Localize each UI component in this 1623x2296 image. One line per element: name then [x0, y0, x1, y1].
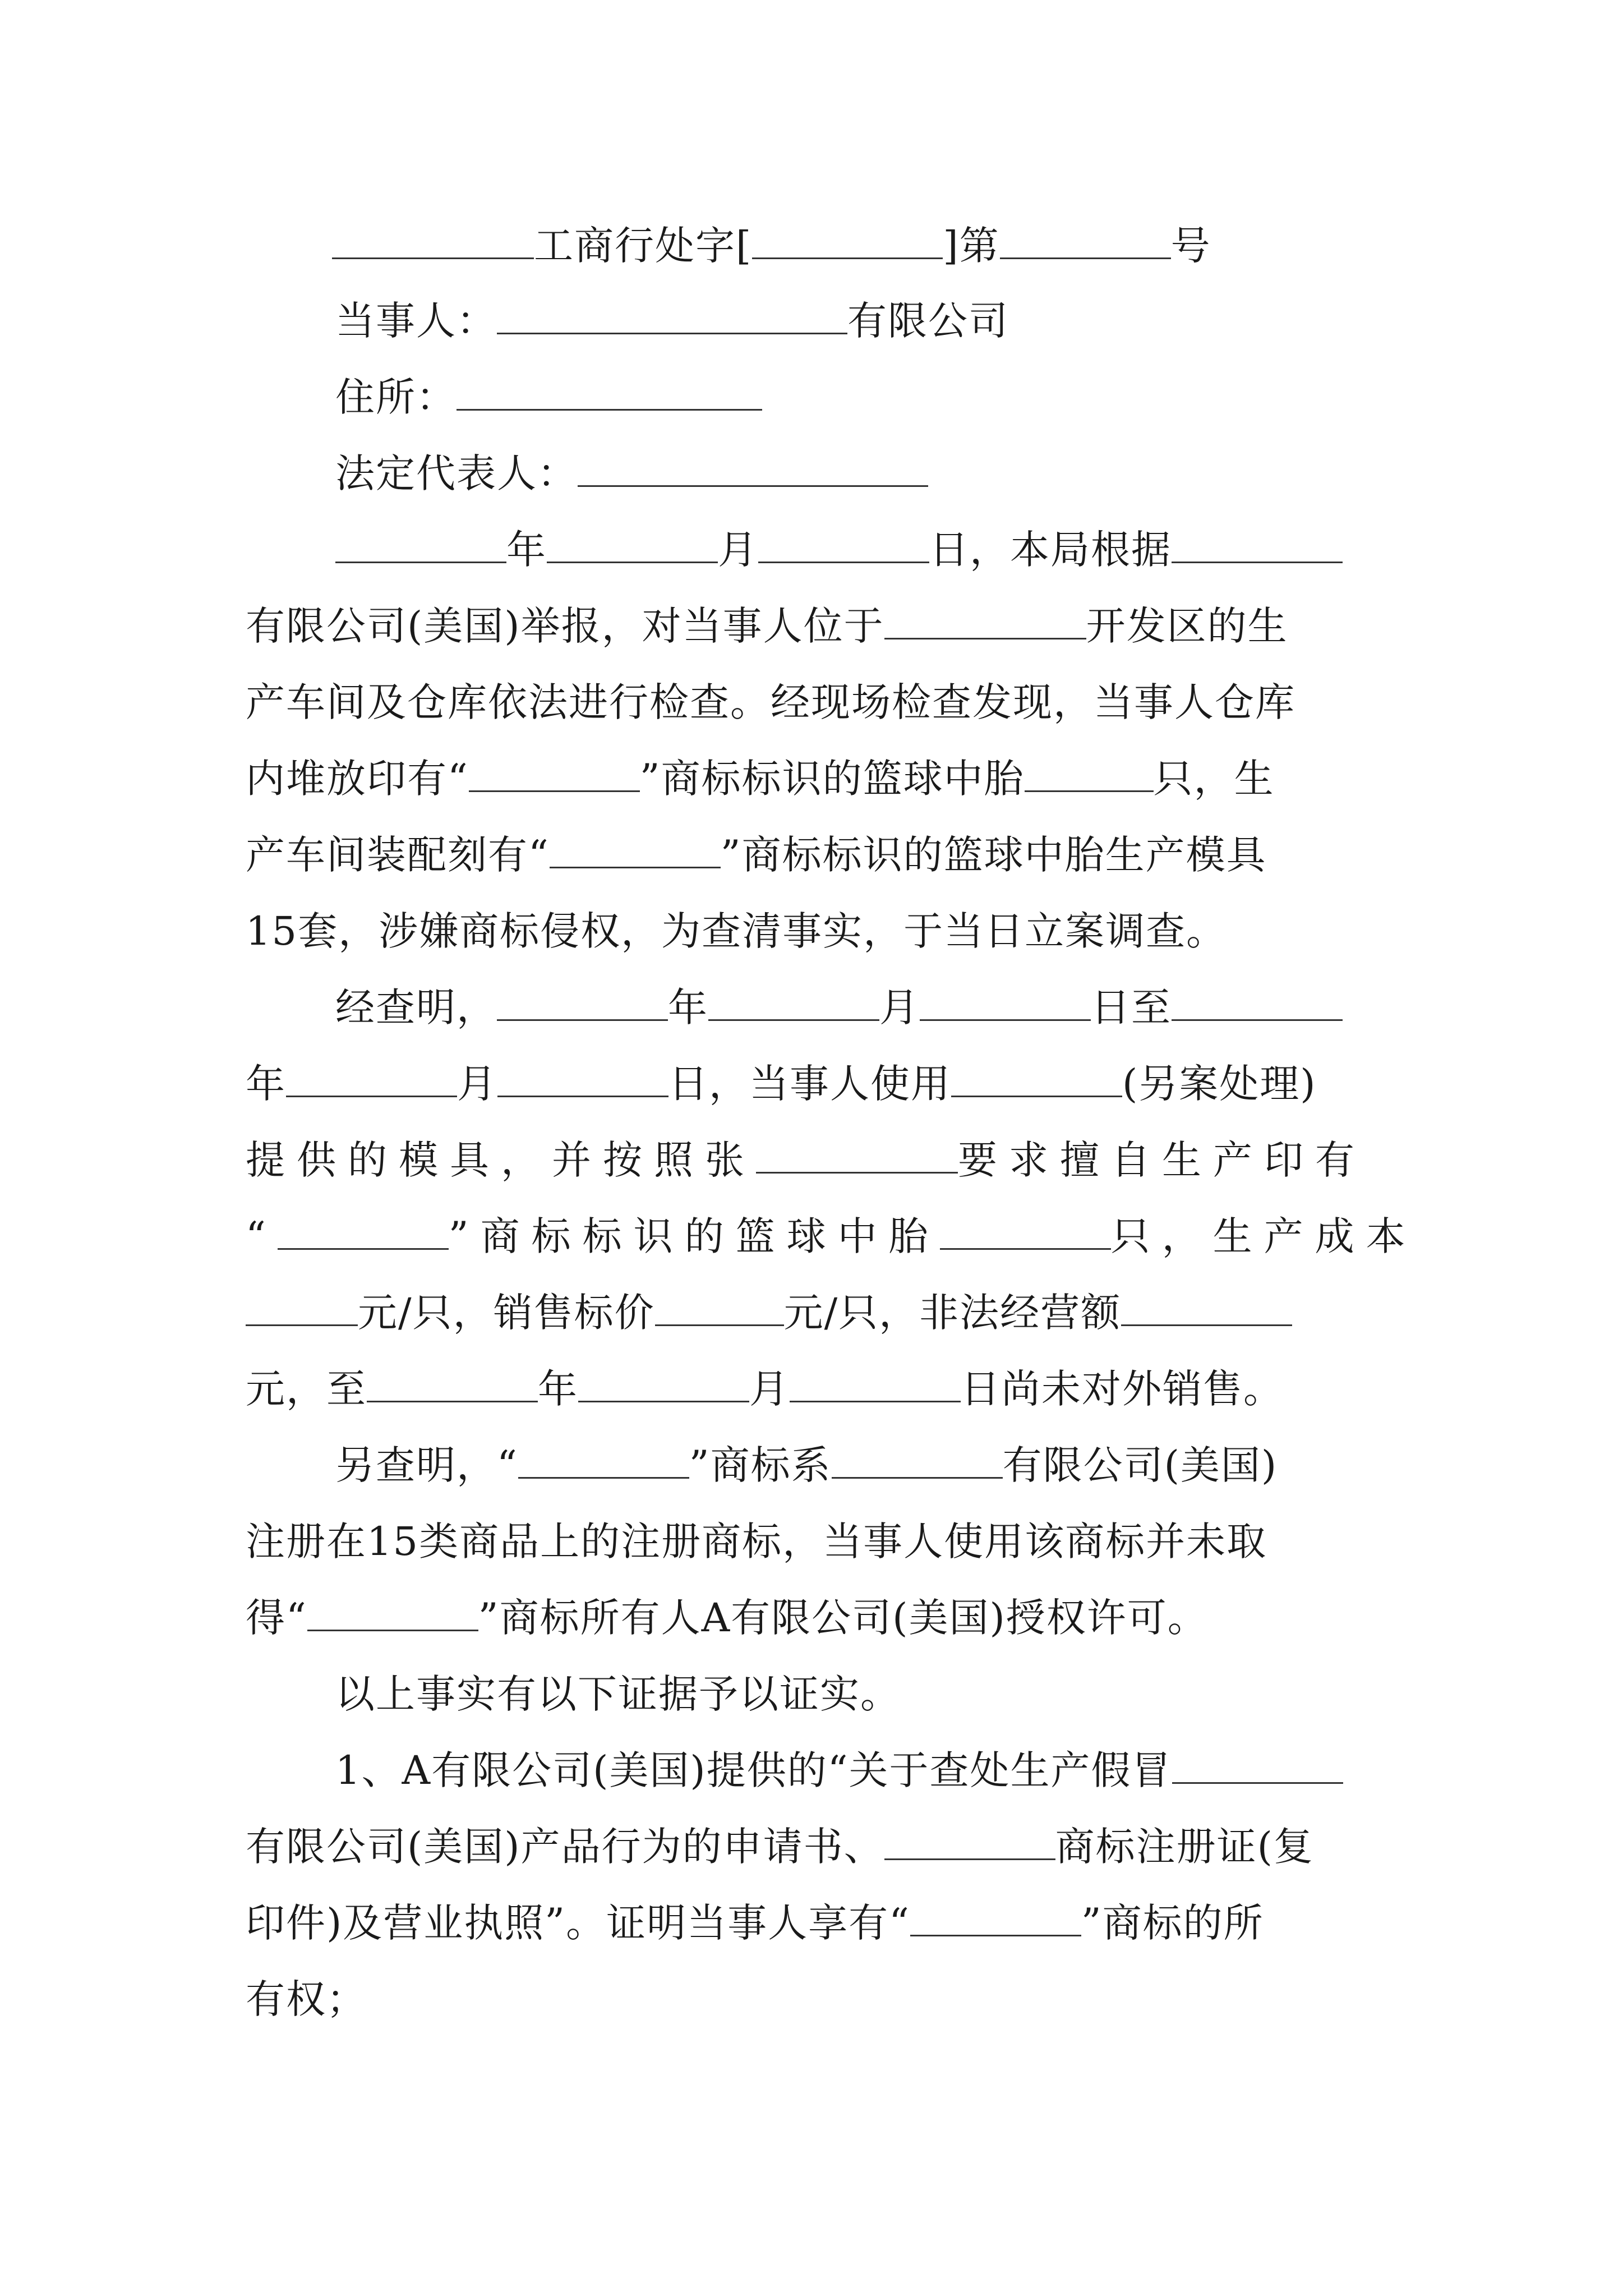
text-span: ”商标标识的篮球中胎生产模具: [720, 832, 1267, 878]
legal-rep-label: 法定代表人：: [335, 450, 578, 496]
text-span: 日至: [1091, 984, 1172, 1030]
text-span: 商标注册证(复: [1055, 1824, 1314, 1870]
year-label: 年: [246, 1061, 286, 1107]
bracket-label: ]第: [943, 223, 1000, 269]
para5-line2: [0, 1809, 1623, 1885]
text-span: 得“: [246, 1595, 307, 1641]
year-label: 年: [668, 984, 708, 1030]
blank-field[interactable]: [920, 986, 1091, 1021]
address-label: 住所：: [335, 374, 457, 420]
blank-field[interactable]: [307, 1596, 478, 1631]
text-span: 元/只，非法经营额: [783, 1290, 1122, 1336]
text-span: 有限公司(美国): [1002, 1442, 1278, 1488]
blank-field[interactable]: [752, 224, 943, 259]
blank-field[interactable]: [910, 1901, 1081, 1936]
text-span: 日尚未对外销售。: [961, 1366, 1284, 1412]
blank-field[interactable]: [332, 224, 534, 259]
text-span: ”商标系: [689, 1442, 832, 1488]
text-span: 有限公司(美国)举报，对当事人位于: [246, 603, 884, 649]
para2-line5: [0, 1274, 1623, 1351]
para1-line3: [0, 664, 1623, 740]
blank-field[interactable]: [1172, 528, 1343, 563]
blank-field[interactable]: [1121, 1291, 1292, 1326]
blank-field[interactable]: [1000, 224, 1171, 259]
case-number-line: [0, 208, 1623, 284]
blank-field[interactable]: [578, 1367, 749, 1402]
para3-line2: [0, 1503, 1623, 1580]
month-label: 月: [749, 1366, 790, 1412]
text-span: 印件)及营业执照”。证明当事人享有“: [246, 1900, 910, 1946]
day-text: 日，本局根据: [929, 527, 1172, 573]
text-span: 1、A有限公司(美国)提供的“关于查处生产假冒: [335, 1747, 1172, 1793]
blank-field[interactable]: [518, 1443, 689, 1479]
text-span: 元，至: [246, 1366, 367, 1412]
text-span: 产车间装配刻有“: [246, 832, 550, 878]
text-span: 开发区的生: [1086, 603, 1288, 649]
legal-rep-line: [0, 435, 1623, 512]
blank-field[interactable]: [286, 1062, 457, 1097]
blank-field[interactable]: [756, 1138, 958, 1174]
blank-field[interactable]: [708, 986, 879, 1021]
address-line: [0, 359, 1623, 435]
month-label: 月: [718, 527, 758, 573]
text-span: 产车间及仓库依法进行检查。经现场检查发现，当事人仓库: [246, 679, 1295, 725]
blank-field[interactable]: [578, 452, 928, 487]
para1-line6: [0, 893, 1623, 969]
year-label: 年: [506, 527, 547, 573]
text-span: 15套，涉嫌商标侵权，为查清事实，于当日立案调查。: [246, 908, 1227, 954]
blank-field[interactable]: [469, 757, 640, 792]
blank-field[interactable]: [497, 1062, 668, 1097]
para5-line3: [0, 1885, 1623, 1961]
text-span: 有限公司(美国)产品行为的申请书、: [246, 1824, 884, 1870]
blank-field[interactable]: [758, 528, 929, 563]
text-span: 经查明，: [335, 984, 497, 1030]
para5-line1: [0, 1732, 1623, 1809]
blank-field[interactable]: [832, 1443, 1003, 1479]
text-span: ”商标所有人A有限公司(美国)授权许可。: [478, 1595, 1208, 1641]
number-suffix: 号: [1170, 223, 1211, 269]
blank-field[interactable]: [547, 528, 718, 563]
month-label: 月: [879, 984, 920, 1030]
party-suffix: 有限公司: [847, 298, 1009, 344]
text-span: 注册在15类商品上的注册商标，当事人使用该商标并未取: [246, 1519, 1267, 1565]
blank-field[interactable]: [278, 1214, 449, 1250]
para2-line2: [0, 1046, 1623, 1122]
year-label: 年: [538, 1366, 578, 1412]
party-label: 当事人：: [335, 298, 497, 344]
text-span: 另查明，“: [335, 1442, 518, 1488]
text-span: ”商标标识的篮球中胎: [448, 1213, 940, 1259]
blank-field[interactable]: [1172, 1749, 1343, 1784]
text-span: ”商标标识的篮球中胎: [639, 756, 1025, 802]
para1-line4: [0, 740, 1623, 817]
blank-field[interactable]: [335, 528, 506, 563]
text-span: 有权；: [246, 1976, 367, 2022]
text-span: 以上事实有以下证据予以证实。: [335, 1671, 901, 1717]
text-span: (另案处理): [1122, 1061, 1317, 1107]
blank-field[interactable]: [655, 1291, 784, 1326]
text-span: “: [246, 1213, 278, 1259]
para1-line1: [0, 512, 1623, 588]
blank-field[interactable]: [1025, 757, 1154, 792]
blank-field[interactable]: [367, 1367, 538, 1402]
blank-field[interactable]: [940, 1214, 1111, 1250]
text-span: 只，生产成本: [1110, 1213, 1417, 1259]
text-span: 日，当事人使用: [668, 1061, 951, 1107]
blank-field[interactable]: [884, 604, 1086, 639]
blank-field[interactable]: [457, 375, 762, 411]
blank-field[interactable]: [884, 1825, 1055, 1860]
blank-field[interactable]: [790, 1367, 961, 1402]
text-span: 内堆放印有“: [246, 756, 469, 802]
blank-field[interactable]: [497, 299, 847, 334]
month-label: 月: [457, 1061, 497, 1107]
para4-line1: [0, 1656, 1623, 1732]
blank-field[interactable]: [246, 1291, 358, 1326]
para2-line6: [0, 1351, 1623, 1427]
text-span: 要求擅自生产印有: [958, 1137, 1366, 1183]
para1-line2: [0, 588, 1623, 664]
para2-line4: [0, 1198, 1623, 1274]
para3-line3: [0, 1580, 1623, 1656]
para1-line5: [0, 817, 1623, 893]
agency-label: 工商行处字[: [534, 223, 753, 269]
party-line: [0, 283, 1623, 359]
text-span: 只，生: [1153, 756, 1275, 802]
text-span: ”商标的所: [1081, 1900, 1264, 1946]
blank-field[interactable]: [497, 986, 668, 1021]
para2-line3: [0, 1122, 1623, 1198]
text-span: 提供的模具，并按照张: [246, 1137, 756, 1183]
blank-field[interactable]: [550, 833, 721, 868]
blank-field[interactable]: [1172, 986, 1343, 1021]
para2-line1: [0, 969, 1623, 1046]
text-span: 元/只，销售标价: [358, 1290, 655, 1336]
para3-line1: [0, 1427, 1623, 1503]
blank-field[interactable]: [951, 1062, 1122, 1097]
para5-line4: [0, 1961, 1623, 2037]
